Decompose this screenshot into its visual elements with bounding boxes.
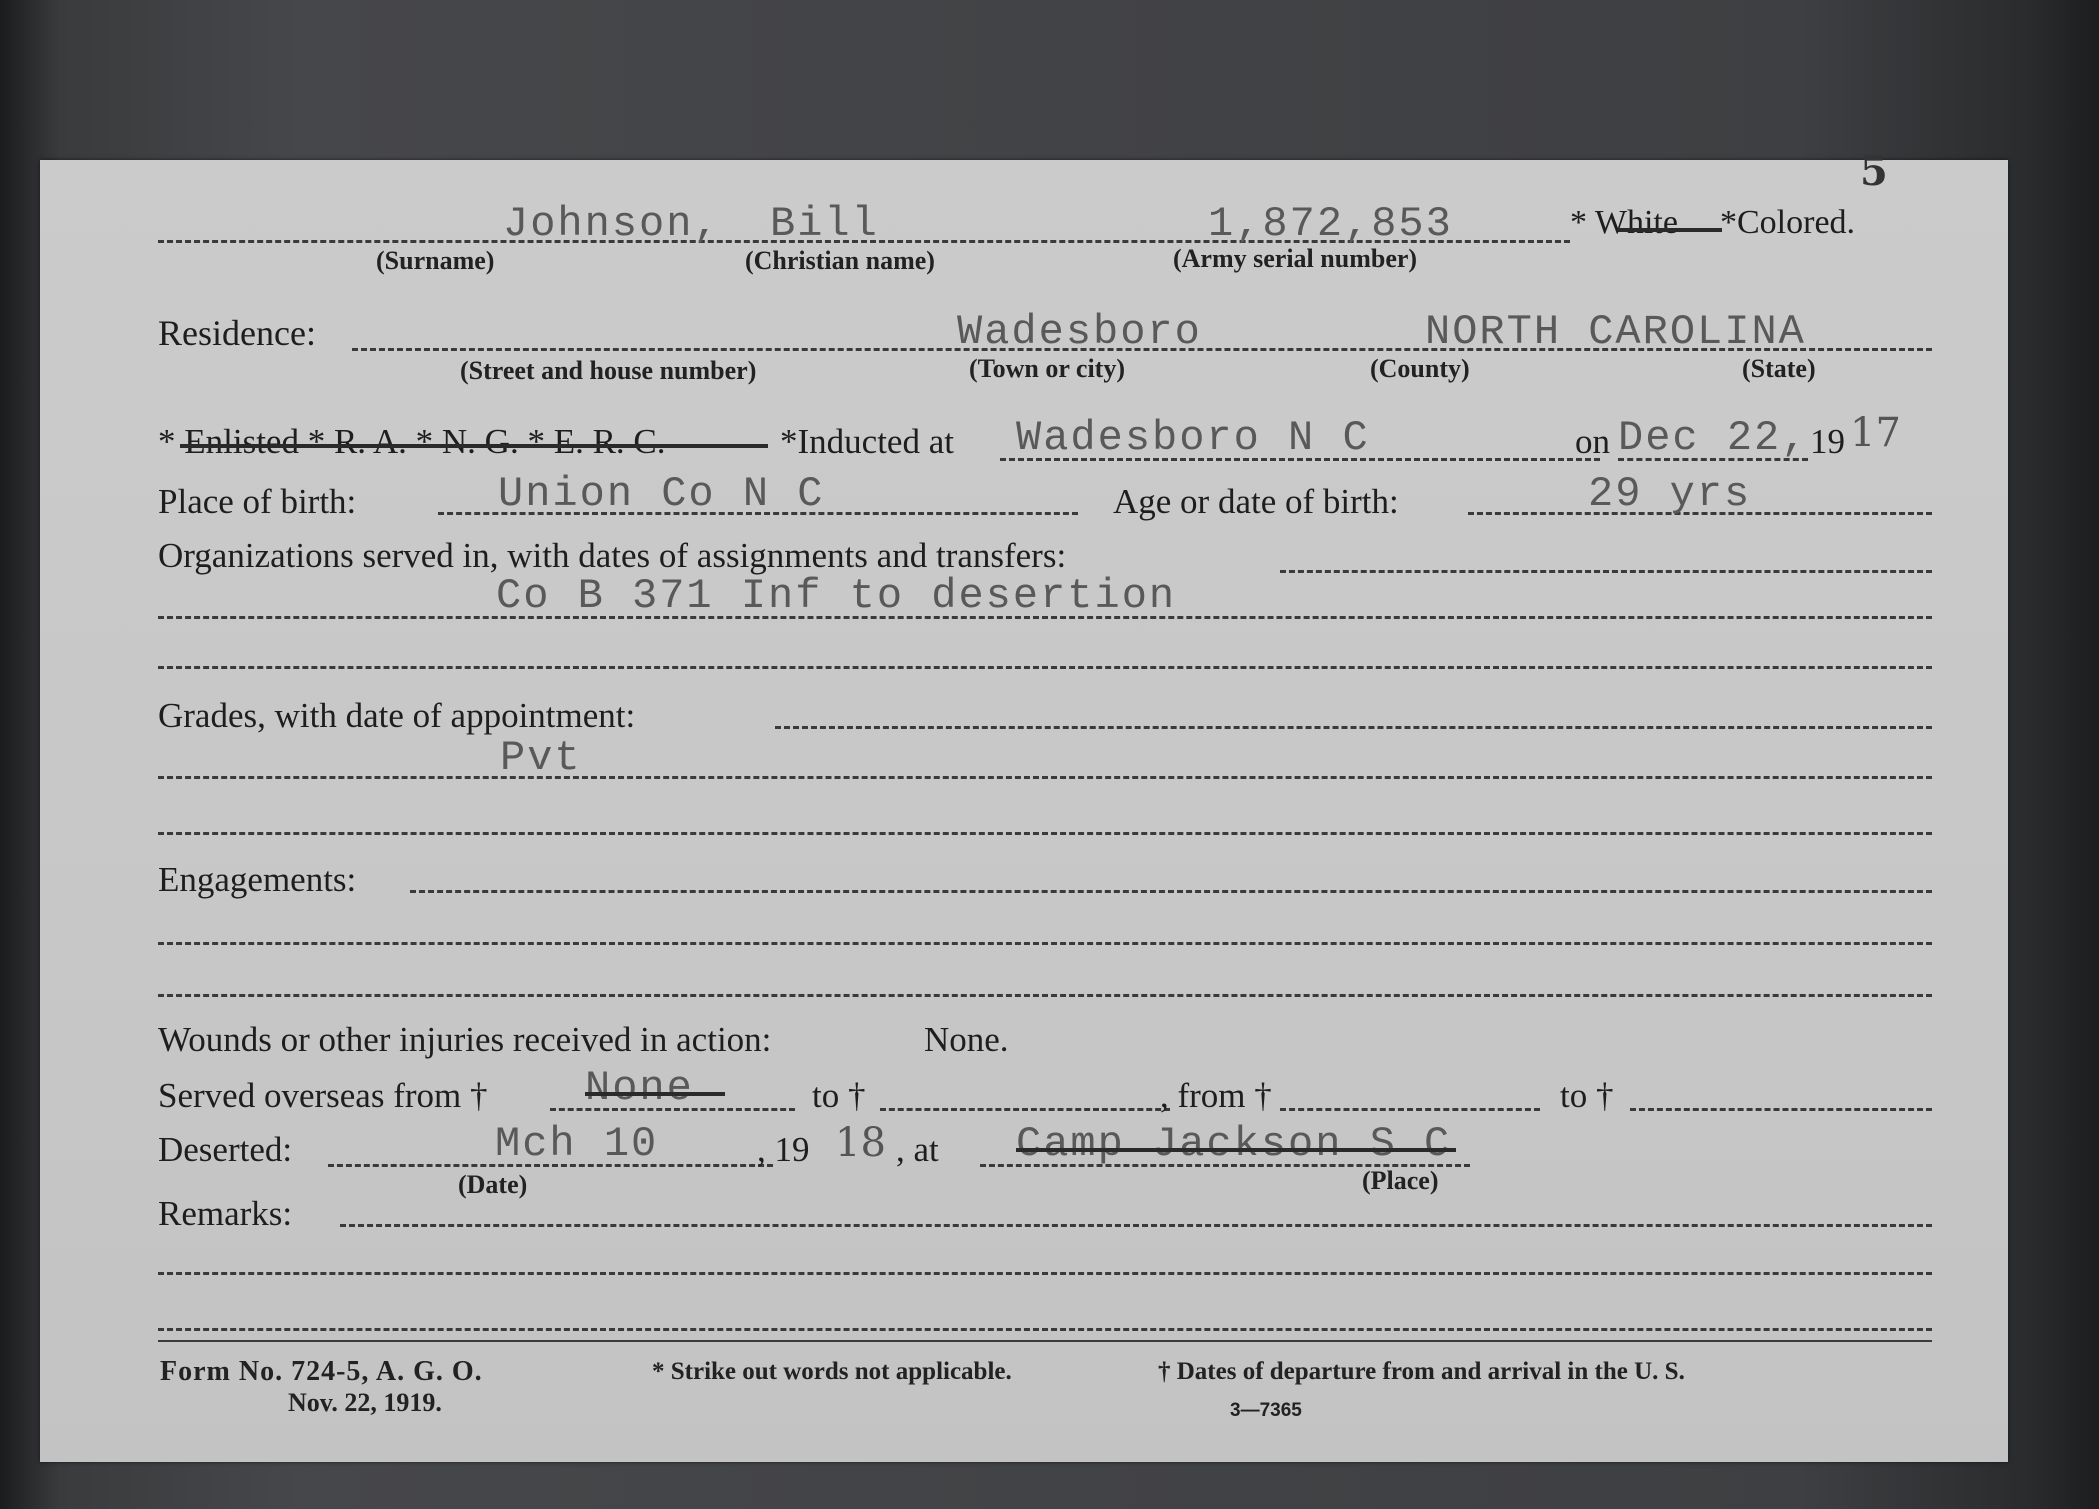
town-caption: (Town or city) xyxy=(969,354,1125,383)
engagements-label: Engagements: xyxy=(158,860,357,899)
inducted-year-prefix: 19 xyxy=(1810,422,1845,461)
overseas-to2-label: to † xyxy=(1560,1076,1614,1115)
overseas-from-value: None xyxy=(585,1064,694,1112)
overseas-label: Served overseas from † xyxy=(158,1076,488,1115)
service-record-card xyxy=(40,148,2008,1462)
grades-line-3 xyxy=(158,832,1932,835)
overseas-from2-line xyxy=(1280,1108,1540,1111)
organizations-line-1 xyxy=(1280,570,1932,573)
residence-town-value: Wadesboro xyxy=(957,308,1202,356)
deserted-label: Deserted: xyxy=(158,1130,293,1169)
engagements-line-1 xyxy=(410,890,1932,893)
grades-label: Grades, with date of appointment: xyxy=(158,696,636,735)
overseas-from2-label: , from † xyxy=(1160,1076,1272,1115)
christian-name-caption: (Christian name) xyxy=(745,246,935,275)
county-caption: (County) xyxy=(1370,354,1470,383)
race-white-strike xyxy=(1618,228,1722,232)
inducted-label: *Inducted at xyxy=(780,422,954,461)
strike-note: * Strike out words not applicable. xyxy=(652,1358,1012,1385)
deserted-year-suffix: 18 xyxy=(835,1120,886,1166)
deserted-year-prefix: , 19 xyxy=(757,1130,810,1169)
age-label: Age or date of birth: xyxy=(1113,482,1399,521)
remarks-line-3 xyxy=(158,1328,1932,1331)
surname-value: Johnson, xyxy=(503,200,721,248)
street-caption: (Street and house number) xyxy=(460,356,757,385)
print-code: 3—7365 xyxy=(1230,1400,1302,1421)
enlisted-strike xyxy=(180,444,768,448)
deserted-date-caption: (Date) xyxy=(458,1170,528,1199)
residence-label: Residence: xyxy=(158,313,316,353)
race-colored-label: *Colored. xyxy=(1720,204,1856,241)
serial-number-value: 1,872,853 xyxy=(1208,200,1453,248)
state-caption: (State) xyxy=(1742,354,1816,383)
engagements-line-3 xyxy=(158,994,1932,997)
enlisted-options: * Enlisted * R. A. * N. G. * E. R. C. xyxy=(158,422,666,461)
deserted-place-caption: (Place) xyxy=(1362,1166,1439,1195)
wounds-value: None. xyxy=(924,1020,1009,1059)
wounds-label: Wounds or other injuries received in action: xyxy=(158,1020,772,1059)
footer-rule xyxy=(158,1340,1932,1342)
organizations-label: Organizations served in, with dates of assignments and transfers: xyxy=(158,536,1067,575)
organizations-line-3 xyxy=(158,666,1932,669)
overseas-to-label: to † xyxy=(812,1076,866,1115)
overseas-to2-line xyxy=(1630,1108,1932,1111)
deserted-place-strike xyxy=(1016,1148,1456,1152)
birth-place-value: Union Co N C xyxy=(498,470,825,518)
remarks-line-1 xyxy=(340,1224,1932,1227)
deserted-place-value: Camp Jackson S C xyxy=(1016,1120,1452,1168)
age-value: 29 yrs xyxy=(1588,470,1752,518)
overseas-to-line xyxy=(880,1108,1170,1111)
serial-caption: (Army serial number) xyxy=(1173,244,1418,273)
form-date: Nov. 22, 1919. xyxy=(288,1388,442,1417)
card-number: 5 xyxy=(1860,148,1888,195)
inducted-on-label: on xyxy=(1575,422,1610,461)
christian-name-value: Bill xyxy=(770,200,879,248)
grades-line-2 xyxy=(158,776,1932,779)
grades-line-1 xyxy=(775,726,1932,729)
remarks-label: Remarks: xyxy=(158,1194,293,1233)
residence-state-value: NORTH CAROLINA xyxy=(1425,308,1806,356)
deserted-date-value: Mch 10 xyxy=(495,1120,659,1168)
dates-note: † Dates of departure from and arrival in the U. S. xyxy=(1158,1358,1685,1385)
organizations-value: Co B 371 Inf to desertion xyxy=(496,572,1177,620)
remarks-line-2 xyxy=(158,1272,1932,1275)
deserted-at-label: , at xyxy=(896,1130,939,1169)
inducted-date-value: Dec 22, xyxy=(1618,414,1809,462)
engagements-line-2 xyxy=(158,942,1932,945)
inducted-place-value: Wadesboro N C xyxy=(1016,414,1370,462)
race-white-label: * White xyxy=(1570,204,1678,241)
grades-value: Pvt xyxy=(500,734,582,782)
overseas-from-strike xyxy=(585,1092,725,1096)
form-number: Form No. 724-5, A. G. O. xyxy=(160,1356,483,1387)
surname-caption: (Surname) xyxy=(376,246,495,275)
inducted-year-suffix: 17 xyxy=(1850,410,1901,456)
birth-place-label: Place of birth: xyxy=(158,482,357,521)
